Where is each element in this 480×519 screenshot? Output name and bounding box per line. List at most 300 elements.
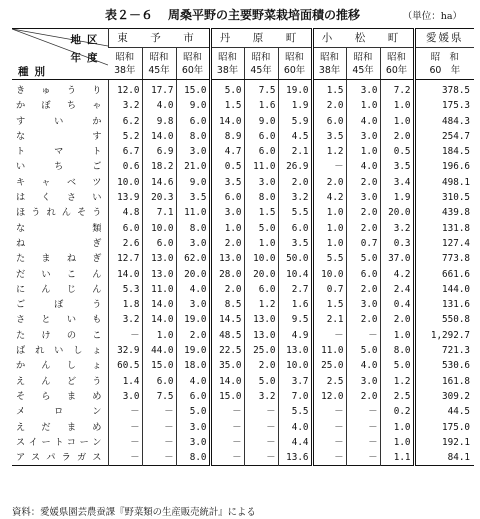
area-value: 3.0 [176, 435, 210, 450]
table-row [12, 98, 474, 113]
area-value: － [108, 404, 142, 419]
area-value: 13.0 [210, 251, 244, 266]
year-header-4: 昭和 45年 [244, 48, 278, 80]
area-value: 3.0 [346, 80, 380, 99]
crop-name: スイートコーン [16, 436, 102, 448]
crop-name: なす [16, 130, 102, 142]
area-value: － [108, 328, 142, 343]
area-value: 20.3 [142, 190, 176, 205]
area-value: 6.0 [176, 114, 210, 129]
area-value: 48.5 [210, 328, 244, 343]
area-value: 1.4 [108, 374, 142, 389]
area-value: 2.1 [312, 312, 346, 327]
area-value: 6.9 [142, 144, 176, 159]
area-value: 1.9 [380, 190, 414, 205]
area-value: 5.0 [346, 251, 380, 266]
area-value: 1.6 [278, 297, 312, 312]
area-value: 13.0 [244, 328, 278, 343]
area-value: 484.3 [414, 114, 474, 129]
area-header-tanbara: 丹 原 町 [210, 29, 312, 48]
area-value: 8.5 [210, 297, 244, 312]
area-value: 9.0 [244, 114, 278, 129]
area-value: 4.0 [346, 159, 380, 174]
area-value: 18.0 [176, 358, 210, 373]
area-value: 1.9 [278, 98, 312, 113]
area-value: 14.0 [210, 114, 244, 129]
area-value: 2.0 [380, 312, 414, 327]
area-value: 4.0 [346, 114, 380, 129]
crop-name: そらまめ [16, 390, 102, 402]
area-value: 3.0 [176, 144, 210, 159]
area-value: 1.0 [312, 221, 346, 236]
area-value: 28.0 [210, 267, 244, 282]
table-row [12, 328, 474, 343]
area-value: 4.0 [176, 374, 210, 389]
area-value: 11.0 [244, 159, 278, 174]
area-header-ehime: 愛媛県 [414, 29, 474, 48]
area-value: 14.0 [142, 297, 176, 312]
crop-name: トマト [16, 146, 102, 158]
table-row [12, 450, 474, 466]
year-header-6: 昭和 38年 [312, 48, 346, 80]
year-header-0: 昭和 38年 [108, 48, 142, 80]
table-row [12, 374, 474, 389]
area-value: 8.9 [210, 129, 244, 144]
area-value: － [346, 404, 380, 419]
area-value: 1.0 [312, 236, 346, 251]
area-value: 5.0 [244, 221, 278, 236]
area-value: 196.6 [414, 159, 474, 174]
area-value: － [346, 450, 380, 466]
area-value: 5.5 [278, 404, 312, 419]
area-value: 19.0 [176, 312, 210, 327]
area-value: 13.0 [142, 267, 176, 282]
area-value: 8.0 [244, 190, 278, 205]
area-value: 1.6 [244, 98, 278, 113]
area-value: 5.0 [380, 358, 414, 373]
area-value: － [142, 404, 176, 419]
area-value: 1.2 [244, 297, 278, 312]
area-value: 1.0 [244, 236, 278, 251]
area-value: 14.0 [210, 374, 244, 389]
area-value: 12.7 [108, 251, 142, 266]
area-value: 2.5 [380, 389, 414, 404]
table-row [12, 159, 474, 174]
area-value: 4.2 [312, 190, 346, 205]
area-value: 3.2 [278, 190, 312, 205]
area-value: 1.0 [380, 328, 414, 343]
area-header-row [12, 29, 474, 48]
area-value: 5.0 [210, 80, 244, 99]
area-value: 5.0 [346, 343, 380, 358]
table-row [12, 297, 474, 312]
area-value: 20.0 [244, 267, 278, 282]
area-value: 15.0 [210, 389, 244, 404]
area-value: 62.0 [176, 251, 210, 266]
area-value: 5.5 [312, 251, 346, 266]
area-value: 44.0 [142, 343, 176, 358]
area-value: 2.0 [346, 282, 380, 297]
area-value: 2.0 [346, 312, 380, 327]
area-value: 6.0 [142, 236, 176, 251]
area-value: － [210, 420, 244, 435]
area-value: 1.8 [108, 297, 142, 312]
table-caption [0, 4, 480, 24]
source-note: 資料：愛媛県園芸農蚕課『野菜類の生産販売統計』による [12, 507, 256, 518]
area-value: 161.8 [414, 374, 474, 389]
area-value: － [244, 420, 278, 435]
area-value: 8.0 [176, 221, 210, 236]
area-value: 2.0 [278, 175, 312, 190]
area-value: － [312, 159, 346, 174]
area-value: 14.0 [108, 267, 142, 282]
area-value: 6.0 [108, 221, 142, 236]
area-value: 192.1 [414, 435, 474, 450]
year-header-9: 昭 和 60 年 [414, 48, 474, 80]
area-value: 6.0 [244, 144, 278, 159]
area-value: 131.8 [414, 221, 474, 236]
area-value: 2.0 [346, 389, 380, 404]
area-value: － [210, 450, 244, 466]
area-value: 2.0 [346, 175, 380, 190]
area-value: 6.0 [346, 267, 380, 282]
area-value: 14.0 [142, 312, 176, 327]
area-value: 4.8 [108, 205, 142, 220]
area-value: 10.4 [278, 267, 312, 282]
area-value: 2.0 [210, 236, 244, 251]
area-value: 10.0 [278, 358, 312, 373]
table-row [12, 221, 474, 236]
table-row [12, 190, 474, 205]
area-value: 1.0 [380, 114, 414, 129]
area-value: － [244, 404, 278, 419]
area-value: 144.0 [414, 282, 474, 297]
area-value: 1.0 [210, 221, 244, 236]
area-value: 4.2 [380, 267, 414, 282]
area-value: － [108, 435, 142, 450]
area-value: － [346, 328, 380, 343]
area-value: 5.0 [176, 404, 210, 419]
crop-name: ごぼう [16, 299, 102, 311]
area-value: 0.5 [210, 159, 244, 174]
area-value: － [210, 435, 244, 450]
table-title: 周桑平野の主要野菜栽培面積の推移 [168, 8, 361, 22]
area-value: 10.0 [108, 175, 142, 190]
crop-name: ほうれんそう [16, 207, 102, 219]
area-header-komatsu: 小 松 町 [312, 29, 414, 48]
area-value: 14.6 [142, 175, 176, 190]
area-value: 3.2 [108, 312, 142, 327]
crop-name: たけのこ [16, 329, 102, 341]
area-value: 5.2 [108, 129, 142, 144]
area-value: 773.8 [414, 251, 474, 266]
area-value: 3.0 [176, 297, 210, 312]
area-value: 19.0 [176, 343, 210, 358]
area-value: 11.0 [176, 205, 210, 220]
area-value: － [108, 450, 142, 466]
area-value: 25.0 [244, 343, 278, 358]
crop-name: かぼちゃ [16, 100, 102, 112]
area-value: 309.2 [414, 389, 474, 404]
area-value: 4.0 [142, 98, 176, 113]
area-value: 84.1 [414, 450, 474, 466]
area-value: 9.5 [278, 312, 312, 327]
area-value: 5.9 [278, 114, 312, 129]
area-value: 6.0 [278, 221, 312, 236]
area-value: 15.0 [142, 358, 176, 373]
corner-year-label: 年度 [70, 52, 104, 64]
area-header-toyo: 東 予 市 [108, 29, 210, 48]
area-value: － [244, 435, 278, 450]
area-value: 4.0 [278, 420, 312, 435]
area-value: 13.0 [142, 251, 176, 266]
area-value: 35.0 [210, 358, 244, 373]
area-value: 1.2 [312, 144, 346, 159]
area-value: － [210, 404, 244, 419]
area-value: 2.4 [380, 282, 414, 297]
crop-name: えだまめ [16, 421, 102, 433]
area-value: 1.0 [380, 98, 414, 113]
crop-name: な類 [16, 222, 102, 234]
year-header-8: 昭和 60年 [380, 48, 414, 80]
area-value: 3.0 [176, 420, 210, 435]
area-value: － [142, 420, 176, 435]
table-row [12, 312, 474, 327]
area-value: 1.0 [380, 435, 414, 450]
area-value: 378.5 [414, 80, 474, 99]
area-value: － [312, 404, 346, 419]
area-value: － [142, 435, 176, 450]
area-value: 7.5 [244, 80, 278, 99]
area-value: 3.2 [108, 98, 142, 113]
corner-area-label: 地区 [70, 34, 104, 46]
crop-name: ねぎ [16, 237, 102, 249]
area-value: 1,292.7 [414, 328, 474, 343]
table-row [12, 251, 474, 266]
area-value: 25.0 [312, 358, 346, 373]
area-value: 3.0 [346, 129, 380, 144]
area-value: 2.0 [244, 358, 278, 373]
area-value: 2.5 [312, 374, 346, 389]
year-header-3: 昭和 38年 [210, 48, 244, 80]
area-value: 127.4 [414, 236, 474, 251]
table-row [12, 175, 474, 190]
area-value: 1.5 [210, 98, 244, 113]
area-value: 22.5 [210, 343, 244, 358]
area-value: 1.2 [380, 374, 414, 389]
area-value: 6.2 [108, 114, 142, 129]
area-value: 1.0 [346, 98, 380, 113]
area-value: 11.0 [142, 282, 176, 297]
area-value: 1.0 [312, 205, 346, 220]
area-value: 21.0 [176, 159, 210, 174]
area-value: 661.6 [414, 267, 474, 282]
area-value: 7.1 [142, 205, 176, 220]
area-value: 10.0 [312, 267, 346, 282]
table-row [12, 114, 474, 129]
area-value: 6.7 [108, 144, 142, 159]
area-value: 721.3 [414, 343, 474, 358]
crop-name: ばれいしょ [16, 345, 102, 357]
area-value: 6.0 [142, 374, 176, 389]
table-row [12, 205, 474, 220]
area-value: 1.5 [312, 80, 346, 99]
table-row [12, 420, 474, 435]
year-header-1: 昭和 45年 [142, 48, 176, 80]
area-value: 2.0 [210, 282, 244, 297]
table-row [12, 144, 474, 159]
area-value: 9.0 [176, 98, 210, 113]
area-value: 10.0 [244, 251, 278, 266]
area-value: 3.5 [176, 190, 210, 205]
area-value: 0.6 [108, 159, 142, 174]
table-row [12, 435, 474, 450]
crop-name: アスパラガス [16, 452, 102, 464]
header-corner [12, 29, 108, 80]
crop-name: メロン [16, 406, 102, 418]
area-value: 310.5 [414, 190, 474, 205]
area-value: 26.9 [278, 159, 312, 174]
area-value: 13.6 [278, 450, 312, 466]
area-value: － [312, 328, 346, 343]
area-value: 3.0 [346, 190, 380, 205]
year-header-7: 昭和 45年 [346, 48, 380, 80]
area-value: 1.1 [380, 450, 414, 466]
area-value: 5.5 [278, 205, 312, 220]
area-value: 530.6 [414, 358, 474, 373]
area-value: 3.0 [346, 297, 380, 312]
year-header-5: 昭和 60年 [278, 48, 312, 80]
crop-name: キャベツ [16, 176, 102, 188]
area-value: 3.7 [278, 374, 312, 389]
area-value: 44.5 [414, 404, 474, 419]
area-value: 175.3 [414, 98, 474, 113]
area-value: 175.0 [414, 420, 474, 435]
area-value: 3.0 [210, 205, 244, 220]
area-value: 0.7 [346, 236, 380, 251]
area-value: 60.5 [108, 358, 142, 373]
area-value: 0.2 [380, 404, 414, 419]
crop-name: にんじん [16, 283, 102, 295]
area-value: 184.5 [414, 144, 474, 159]
area-value: － [312, 435, 346, 450]
area-value: 5.3 [108, 282, 142, 297]
area-value: 12.0 [312, 389, 346, 404]
area-value: 4.9 [278, 328, 312, 343]
area-value: 19.0 [278, 80, 312, 99]
area-value: 4.0 [176, 282, 210, 297]
area-value: － [312, 420, 346, 435]
area-value: － [108, 420, 142, 435]
area-value: 50.0 [278, 251, 312, 266]
area-value: 3.5 [312, 129, 346, 144]
area-value: － [312, 450, 346, 466]
crop-name: はくさい [16, 192, 102, 204]
area-value: 2.0 [312, 98, 346, 113]
area-value: 32.9 [108, 343, 142, 358]
area-value: 14.5 [210, 312, 244, 327]
table-row [12, 129, 474, 144]
area-value: 1.0 [346, 144, 380, 159]
area-value: 6.0 [210, 190, 244, 205]
area-value: 13.0 [278, 343, 312, 358]
area-value: 1.5 [312, 297, 346, 312]
area-value: 4.0 [346, 358, 380, 373]
area-value: 9.8 [142, 114, 176, 129]
table-body [12, 80, 474, 466]
table-number: 表２－６ [105, 8, 154, 22]
area-value: 13.9 [108, 190, 142, 205]
area-value: 7.0 [278, 389, 312, 404]
area-value: 9.0 [176, 175, 210, 190]
area-value: 37.0 [380, 251, 414, 266]
area-value: 131.6 [414, 297, 474, 312]
area-value: 3.5 [380, 159, 414, 174]
area-value: 8.0 [176, 129, 210, 144]
area-value: 3.2 [244, 389, 278, 404]
area-value: 14.0 [142, 129, 176, 144]
area-value: 7.2 [380, 80, 414, 99]
unit-label: （単位：ha） [402, 11, 462, 22]
area-value: 2.0 [346, 221, 380, 236]
area-value: 2.0 [312, 175, 346, 190]
area-value: 5.0 [244, 374, 278, 389]
area-value: 13.0 [244, 312, 278, 327]
area-value: 10.0 [142, 221, 176, 236]
corner-crop-label: 種別 [18, 66, 51, 78]
area-value: 17.7 [142, 80, 176, 99]
area-value: 2.0 [380, 129, 414, 144]
area-value: 6.0 [244, 282, 278, 297]
area-value: 20.0 [380, 205, 414, 220]
crop-name: たまねぎ [16, 253, 102, 265]
table-row [12, 343, 474, 358]
area-value: 2.7 [278, 282, 312, 297]
table-row [12, 267, 474, 282]
area-value: 550.8 [414, 312, 474, 327]
area-value: 1.5 [244, 205, 278, 220]
area-value: 6.0 [312, 114, 346, 129]
area-value: 1.0 [380, 420, 414, 435]
area-value: 11.0 [312, 343, 346, 358]
area-value: 4.7 [210, 144, 244, 159]
area-value: 4.5 [278, 129, 312, 144]
area-value: 20.0 [176, 267, 210, 282]
crop-name: すいか [16, 115, 102, 127]
table-row [12, 80, 474, 99]
table-row [12, 358, 474, 373]
area-value: 0.3 [380, 236, 414, 251]
area-value: 3.2 [380, 221, 414, 236]
area-value: 6.0 [244, 129, 278, 144]
area-value: 4.4 [278, 435, 312, 450]
crop-name: かんしょ [16, 360, 102, 372]
area-value: － [346, 435, 380, 450]
table-row [12, 282, 474, 297]
area-value: － [244, 450, 278, 466]
area-value: 8.0 [176, 450, 210, 466]
area-value: 498.1 [414, 175, 474, 190]
crop-name: きゅうり [16, 85, 102, 96]
area-value: 7.5 [142, 389, 176, 404]
area-value: 2.0 [176, 328, 210, 343]
area-value: － [142, 450, 176, 466]
area-value: 2.6 [108, 236, 142, 251]
year-header-2: 昭和 60年 [176, 48, 210, 80]
area-value: 2.1 [278, 144, 312, 159]
table-row [12, 236, 474, 251]
table-row [12, 404, 474, 419]
